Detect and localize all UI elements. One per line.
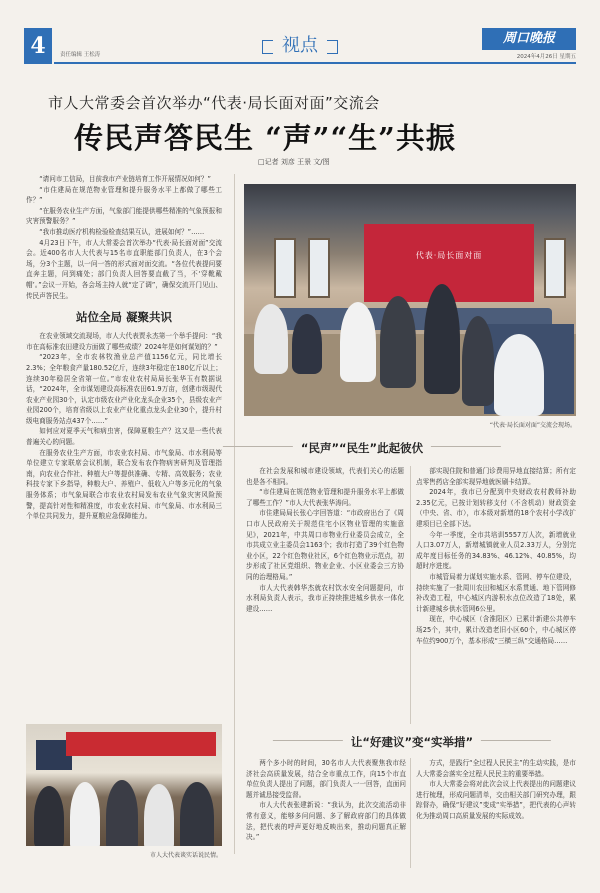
window: [308, 238, 330, 298]
paragraph: “请问市工信局，目前我市产业链培育工作开展情况如何？”: [39, 175, 211, 183]
paragraph: 市人大代表韩华杰就农村饮水安全问题提问，市水利局负责人表示，我市正持续推进城乡供水一体化建设……: [246, 583, 404, 613]
page-header: [24, 28, 576, 64]
editor-line: 责任编辑 王松涛: [60, 52, 101, 58]
paragraph: “在服务农业生产方面，气象部门能提供哪些精准的气象预报和灾害预警服务？”: [26, 206, 222, 226]
middle-column: [246, 466, 404, 724]
paragraph: “我市推动医疗机构检验检查结果互认，进展如何？”……: [39, 227, 205, 236]
seated-person: [494, 334, 544, 416]
banner: [66, 732, 216, 756]
seated-person: [254, 304, 288, 374]
header-rule: [54, 62, 576, 64]
paragraph: “市住建局在规范物业管理和提升服务水平上都做了哪些工作？”市人大代表张华涛问。: [246, 488, 404, 507]
column-divider: [234, 174, 235, 854]
seated-person: [180, 782, 214, 846]
seated-person: [424, 284, 460, 394]
paragraph: “市住建局在规范物业管理和提升服务水平上都做了哪些工作？”: [26, 185, 222, 205]
byline: □记者 刘彦 王景 文/图: [258, 158, 330, 166]
paragraph: “2023年，全市农林牧渔业总产值1156亿元，同比增长2.3%；全年粮食产量180.52亿斤，连续3年稳定在180亿斤以上；连续30年稳居全省第一位。”市农业农村局局长张华玉有数据说话，“2024年，全市谋划建设高标准农田61.9万亩，创建市级现代农业产业园30个，认定市级农业产业化龙头企业35个，县级农业产业园200个，培育省级以上农业产业化重点龙头企业30个，提升村级电商服务站点437个……”: [26, 353, 222, 425]
newspaper-logo: 周口晚报: [482, 28, 576, 50]
page-number: 4: [24, 28, 52, 64]
paragraph: 方式，是践行“全过程人民民主”的生动实践，是市人大常委会落实全过程人民民主的重要举措。: [416, 759, 576, 778]
paragraph: 部实现住院和普通门诊费用异地直接结算；所有定点零售药店全部实现异地就医刷卡结算。: [416, 467, 576, 486]
paragraph: 两个多小时的时间，30名市人大代表聚焦我市经济社会高质量发展，结合全市重点工作，向15个市直单位负责人提出了问题，部门负责人一一回答，直面问题并诚恳接受监督。: [246, 759, 406, 799]
paragraph: 市住建局局长张心宇回答道：“市政府出台了《周口市人民政府关于规范住宅小区物业管理的实施意见》，2021年，中共周口市物业行业委员会成立，全市共成立业主委员会1163个；我市打造了39个红色物业小区，22个红色物业社区，6个红色物业示范点，初步形成了社区党组织、物业企业、小区业委会三方协同的治理格局。”: [246, 509, 404, 581]
paragraph: 在服务农业生产方面，市农业农村局、市气象局、市水利局等单位建立专家联席会议机制，联合发布农作物病害研判及管理指南，向农业合作社、种植大户等提供准确、专精、高效服务；农业科技专家下乡指导，种粮大户、养殖户、低收入户等多元化的气象服务体系；市气象局联合市农业农村局发布农业气象灾害风险预警，提高针对性和精准度，市农业农村局、市气象局、市水利局三个单位共同发力，提升夏粮应急保障能力。: [26, 448, 222, 521]
seated-person: [34, 786, 64, 846]
section-heading: 站位全局 凝聚共识: [75, 310, 172, 325]
stage-backdrop-text: 代表·局长面对面: [415, 251, 483, 260]
seated-person: [462, 316, 494, 406]
paragraph: 现在，中心城区（含淮阳区）已累计新建公共停车场25个，其中，累计改造老旧小区60个，中心城区停车位约900万个，基本形成“三横三纵”交通格局……: [416, 615, 576, 645]
column-divider: [410, 466, 411, 724]
photo-caption: “代表·局长面对面”交流会现场。: [489, 422, 576, 429]
section-heading: “民声”“民生”此起彼伏: [300, 441, 424, 455]
paragraph: 市人大常委会将对此次会议上代表提出的问题建议进行梳理，形成问题清单，交由相关部门研究办理，跟踪督办，确保“好建议”变成“实举措”，把代表的心声转化为推动周口高质量发展的实际成效。: [416, 780, 576, 820]
meeting-photo: [244, 184, 576, 416]
right-column: [416, 466, 576, 724]
photo-caption: 市人大代表谈实话说民情。: [149, 852, 222, 859]
delegates-photo: [26, 724, 222, 846]
seated-person: [292, 314, 322, 374]
section-heading: 让“好建议”变“实举措”: [350, 735, 474, 749]
date-line: 2024年4月26日 星期五: [516, 54, 576, 60]
bottom-column-1: [246, 758, 406, 868]
paragraph: 在社会发展和城市建设领域，代表们关心的话题也是各不相同。: [246, 467, 404, 486]
column-divider: [410, 758, 411, 868]
window: [544, 238, 566, 298]
paragraph: 4月23日下午，市人大常委会首次举办“代表·局长面对面”交流会。近400名市人大代表与15名市直职能部门负责人，在3个会场，分3个主题，以一问一答的形式面对面交流。“各位代表提问要直奔主题，问到痛处；部门负责人回答要直截了当，不‘穿靴戴帽’。”会议一开始，各会场主持人就“定了调”，确保交流开门见山、传民声答民生。: [26, 238, 222, 300]
seated-person: [70, 782, 100, 846]
article-title: 传民声答民生 “声”“生”共振: [74, 121, 456, 155]
paragraph: 市城管局着力谋划实施水系、管网、停车位建设，持续实施了一批周川农田和城区水系贯通、地下管网修补改造工程，中心城区内游积水点位改造了18处，累计新建城乡供水管网6公里。: [416, 572, 576, 613]
paragraph: 2024年，我市已分配到中央财政农村教师补助2.35亿元，已按计划转移支付（不含机动）财政资金（中央、省、市），市本级对新增的18个农村小学改扩建项目已全部下达。: [416, 488, 576, 528]
seated-person: [106, 780, 138, 846]
paragraph: 如何应对夏季天气和病虫害，保障夏粮生产？这又是一些代表普遍关心的问题。: [26, 427, 222, 447]
paragraph: 在农业领域交流现场，市人大代表贾永杰第一个举手提问：“我市在高标准农田建设方面做了哪些成绩？2024年是如何谋划的？”: [26, 332, 222, 351]
seated-person: [144, 784, 174, 846]
paragraph: 市人大代表张建新说：“我认为，此次交流活动非常有意义，能够多问问题、多了解政府部门的具体做法，把代表的呼声更好地反映出来，推动问题真正解决。”: [246, 801, 406, 842]
left-column: [26, 174, 222, 708]
article-subtitle: 市人大常委会首次举办“代表·局长面对面”交流会: [48, 94, 380, 112]
paragraph: 今年一季度，全市共培训5557万人次，新增就业人口3.07万人，新增城镇就业人员2.33万人，分别完成年度目标任务的34.83%、46.12%、40.85%，均超时序进度。: [416, 530, 576, 571]
section-title: 视点: [262, 30, 338, 62]
bottom-column-2: [416, 758, 576, 868]
seated-person: [380, 296, 416, 388]
seated-person: [340, 302, 376, 382]
window: [274, 238, 296, 298]
